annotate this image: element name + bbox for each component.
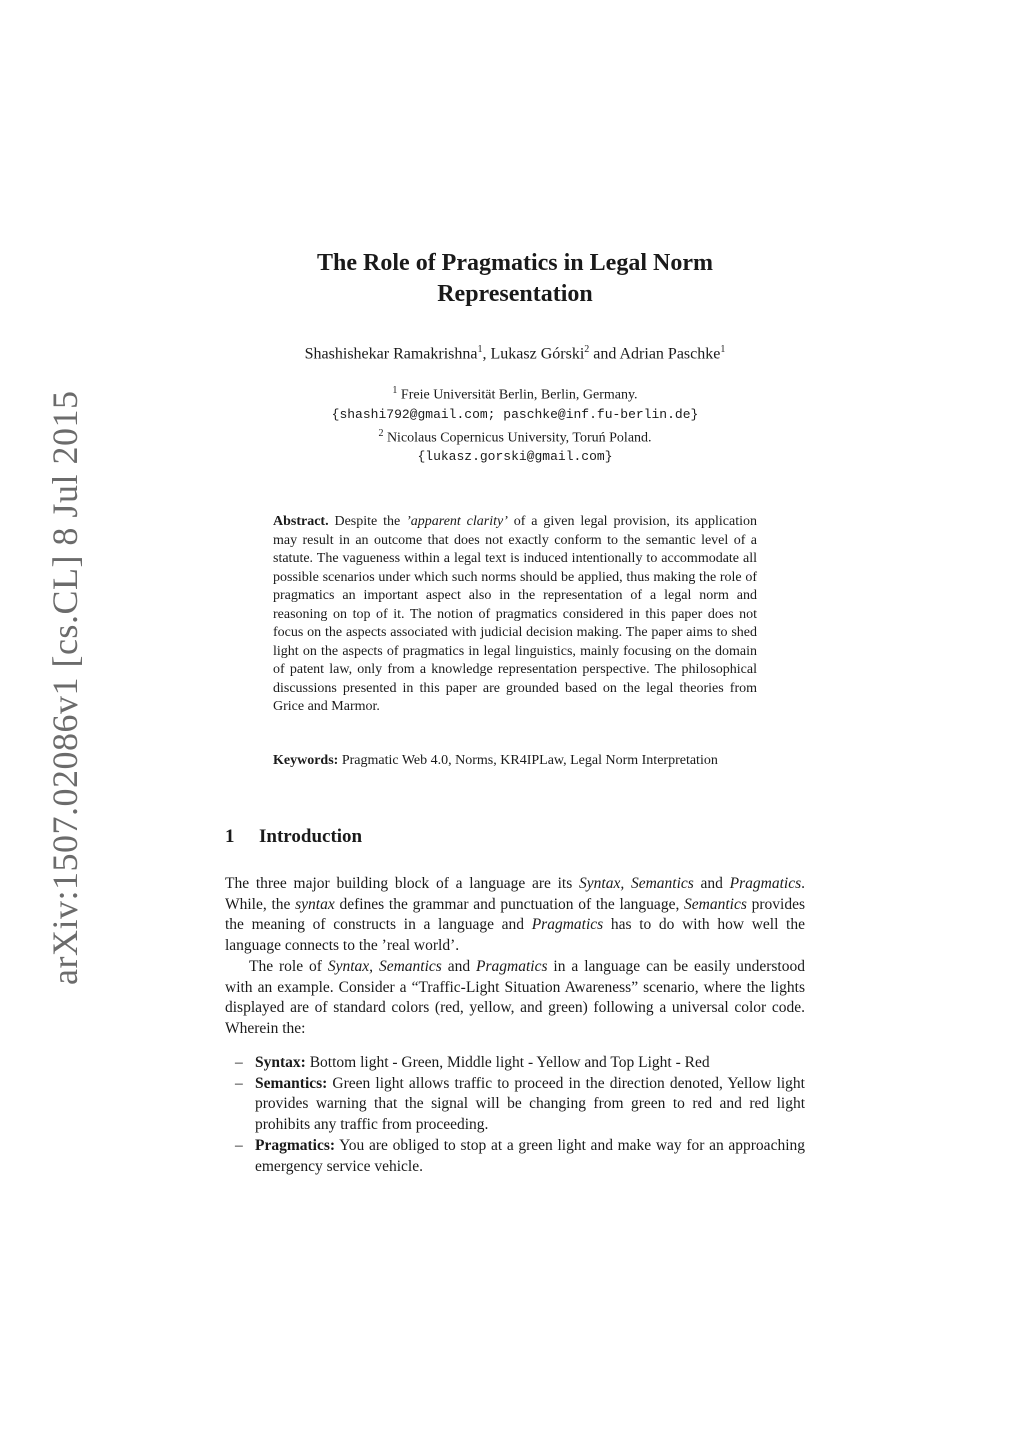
section-number: 1	[225, 826, 235, 847]
italic-term: Syntax, Semantics	[579, 875, 694, 892]
italic-term: syntax	[295, 895, 335, 913]
affiliation-1-text: Freie Universität Berlin, Berlin, Germany.	[400, 387, 638, 403]
abstract-label: Abstract.	[273, 514, 329, 529]
author-separator: ,	[482, 345, 491, 363]
keywords	[273, 752, 757, 771]
affiliation-2-mark: 2	[378, 427, 384, 439]
author-separator: and	[589, 345, 620, 363]
affiliations	[225, 381, 805, 466]
abstract-emphasis: ’apparent clarity’	[406, 514, 508, 529]
list-term: Syntax:	[255, 1054, 306, 1071]
abstract-text-start: Despite the	[334, 514, 407, 529]
list-term: Pragmatics:	[255, 1136, 336, 1154]
paper-title	[225, 248, 805, 310]
keywords-label: Keywords:	[273, 753, 339, 768]
list-item	[225, 1074, 805, 1136]
affiliation-2-emails: {lukasz.gorski@gmail.com}	[417, 449, 613, 465]
list-text: Green light allows traffic to proceed in the direction denoted, Yellow light provides warning that the signal will be changing from green to red and red light prohibits any traffic from proceeding.	[255, 1074, 805, 1134]
keywords-text: Pragmatic Web 4.0, Norms, KR4IPLaw, Legal Norm Interpretation	[341, 753, 718, 768]
title-line-2: Representation	[437, 281, 593, 307]
affiliation-2	[225, 424, 805, 448]
author-3-affil-mark: 1	[720, 344, 726, 355]
affiliation-1	[225, 381, 805, 405]
author-3: Adrian Paschke	[619, 345, 721, 363]
text-run: defines the grammar and punctuation of the language,	[334, 895, 685, 913]
definition-list	[225, 1053, 805, 1177]
text-run: in a language can be easily understood with an example. Consider a “Traffic-Light Situation Awareness” scenario, where the lights displayed are of standard colors (red, yellow, and green) following a universal color code. Wherein the:	[225, 957, 805, 1037]
text-run: has to do with how well the language connects to the ’real world’.	[225, 916, 805, 955]
text-run: . While, the	[225, 875, 805, 913]
list-item	[225, 1136, 805, 1177]
list-dash: –	[235, 1136, 243, 1154]
author-1-affil-mark: 1	[477, 344, 483, 355]
paragraph-1	[225, 874, 805, 957]
text-run: provides the meaning of constructs in a language and	[225, 895, 806, 934]
author-2-affil-mark: 2	[584, 344, 590, 355]
italic-term: Pragmatics	[729, 875, 802, 892]
list-item	[225, 1053, 805, 1074]
arxiv-identifier: arXiv:1507.02086v1 [cs.CL] 8 Jul 2015	[45, 390, 85, 985]
list-text: Bottom light - Green, Middle light - Yellow and Top Light - Red	[305, 1054, 710, 1071]
abstract	[273, 513, 757, 717]
list-term: Semantics:	[255, 1074, 328, 1092]
list-dash: –	[235, 1054, 243, 1071]
italic-term: Pragmatics	[476, 957, 548, 975]
italic-term: Semantics	[684, 895, 747, 913]
list-dash: –	[235, 1074, 243, 1092]
text-run: and	[441, 957, 477, 975]
abstract-text-rest: of a given legal provision, its application may result in an outcome that does not exactly conform to the semantic level of a statute. The vagueness within a legal text is induced intentionally to accommodate all possible scenarios under which such norms should be applied, thus making the role of pragmatics an important aspect also in the representation of a legal norm and reasoning on top of it. The notion of pragmatics considered in this paper does not focus on the aspects associated with judicial decision making. The paper aims to shed light on the aspects of pragmatics in legal linguistics, mainly focusing on the domain of patent law, only from a knowledge representation perspective. The philosophical discussions presented in this paper are grounded based on the legal theories from Grice and Marmor.	[273, 514, 757, 714]
list-text: You are obliged to stop at a green light and make way for an approaching emergency service vehicle.	[255, 1136, 805, 1175]
title-line-1: The Role of Pragmatics in Legal Norm	[317, 250, 713, 276]
text-run: The role of	[249, 957, 328, 975]
paragraph-2	[225, 957, 805, 1040]
author-1: Shashishekar Ramakrishna	[304, 345, 478, 363]
section-title: Introduction	[259, 826, 363, 847]
italic-term: Syntax, Semantics	[327, 957, 442, 975]
italic-term: Pragmatics	[531, 916, 604, 934]
intro-body	[225, 874, 805, 1040]
text-run: The three major building block of a language are its	[225, 875, 580, 892]
author-list	[225, 344, 805, 363]
author-2: Lukasz Górski	[490, 345, 585, 363]
text-run: and	[693, 875, 730, 892]
affiliation-2-text: Nicolaus Copernicus University, Toruń Poland.	[386, 430, 652, 446]
section-heading	[225, 826, 362, 848]
affiliation-1-emails: {shashi792@gmail.com; paschke@inf.fu-berlin.de}	[331, 406, 699, 422]
affiliation-1-mark: 1	[392, 385, 398, 396]
